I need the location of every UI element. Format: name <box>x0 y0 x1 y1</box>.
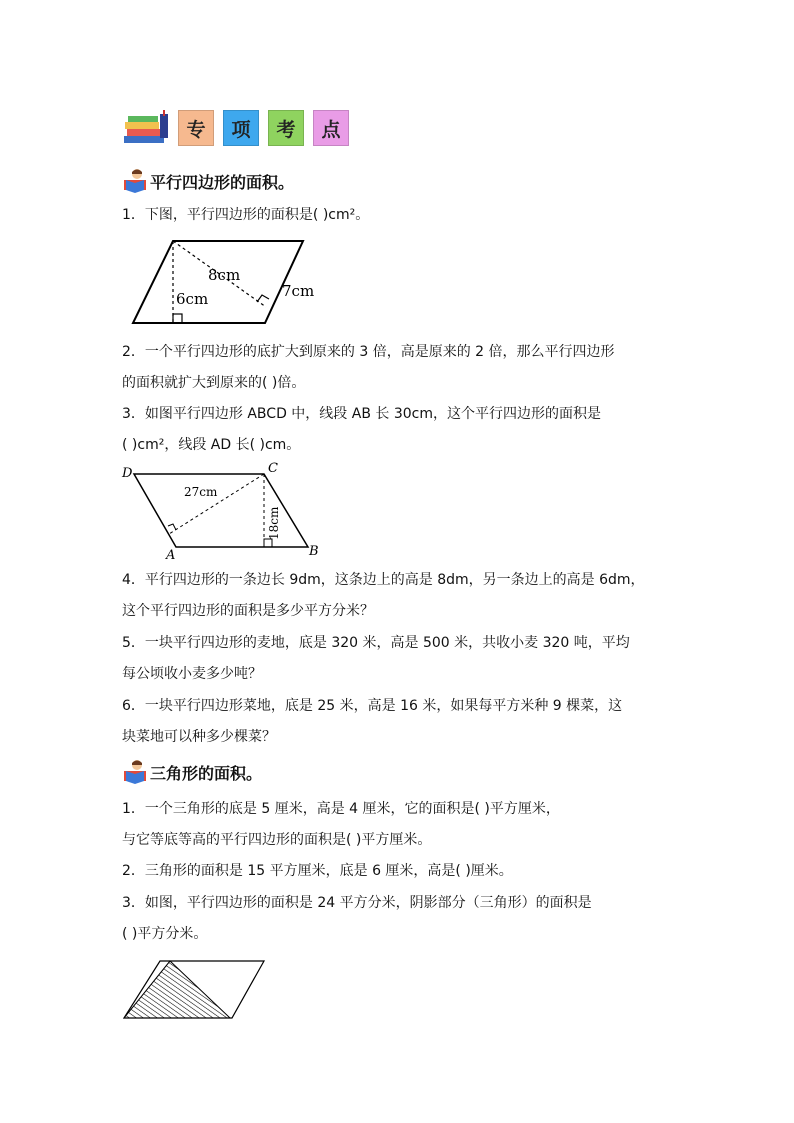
triangle-question-1-line-1: 1．一个三角形的底是 5 厘米，高是 4 厘米，它的面积是( )平方厘米， <box>122 801 560 817</box>
slant-label: 8cm <box>208 266 241 284</box>
parallelogram-figure-1 <box>120 232 330 332</box>
parallelogram-abcd <box>134 474 308 547</box>
parallelogram-figure-3 <box>120 958 270 1022</box>
shaded-triangle <box>124 961 230 1018</box>
question-1: 1．下图，平行四边形的面积是( )cm²。 <box>122 207 370 223</box>
diag-label: 27cm <box>184 485 218 499</box>
question-2-line-2: 的面积就扩大到原来的( )倍。 <box>122 375 306 391</box>
triangle-question-3-line-2: ( )平方分米。 <box>122 926 208 942</box>
section-title: 三角形的面积。 <box>150 763 263 783</box>
reading-kid-icon <box>122 759 148 785</box>
height-label: 6cm <box>176 290 209 308</box>
vertex-d: D <box>122 466 133 481</box>
banner-tile-4: 点 <box>313 110 349 146</box>
question-4-line-1: 4．平行四边形的一条边长 9dm，这条边上的高是 8dm，另一条边上的高是 6dm， <box>122 572 645 588</box>
question-5-line-1: 5．一块平行四边形的麦地，底是 320 米，高是 500 米，共收小麦 320 吨，平均 <box>122 635 630 651</box>
triangle-question-2: 2．三角形的面积是 15 平方厘米，底是 6 厘米，高是( )厘米。 <box>122 863 513 879</box>
question-6-line-2: 块菜地可以种多少棵菜？ <box>122 729 276 745</box>
question-2-line-1: 2．一个平行四边形的底扩大到原来的 3 倍，高是原来的 2 倍，那么平行四边形 <box>122 344 615 360</box>
question-3-line-1: 3．如图平行四边形 ABCD 中，线段 AB 长 30cm，这个平行四边形的面积是 <box>122 406 601 422</box>
section-title: 平行四边形的面积。 <box>150 172 295 192</box>
question-3-line-2: ( )cm²，线段 AD 长( )cm。 <box>122 437 301 453</box>
banner-tile-1: 专 <box>178 110 214 146</box>
vertex-a: A <box>166 548 176 560</box>
triangle-question-1-line-2: 与它等底等高的平行四边形的面积是( )平方厘米。 <box>122 832 432 848</box>
vertex-c: C <box>268 461 278 476</box>
banner-tile-3: 考 <box>268 110 304 146</box>
triangle-question-3-line-1: 3．如图，平行四边形的面积是 24 平方分米，阴影部分（三角形）的面积是 <box>122 895 592 911</box>
vertex-b: B <box>309 544 319 559</box>
question-5-line-2: 每公顷收小麦多少吨？ <box>122 666 262 682</box>
height-label-2: 18cm <box>267 506 281 540</box>
section-heading-triangle <box>122 759 262 785</box>
question-6-line-1: 6．一块平行四边形菜地，底是 25 米，高是 16 米，如果每平方米种 9 棵菜，这 <box>122 698 623 714</box>
parallelogram-figure-2 <box>118 458 328 560</box>
banner-tile-2: 项 <box>223 110 259 146</box>
reading-kid-icon <box>122 168 148 194</box>
question-4-line-2: 这个平行四边形的面积是多少平方分米？ <box>122 603 374 619</box>
side-label: 7cm <box>282 282 315 300</box>
topic-banner <box>122 108 358 148</box>
section-heading-parallelogram <box>122 168 294 194</box>
books-icon <box>122 110 172 146</box>
